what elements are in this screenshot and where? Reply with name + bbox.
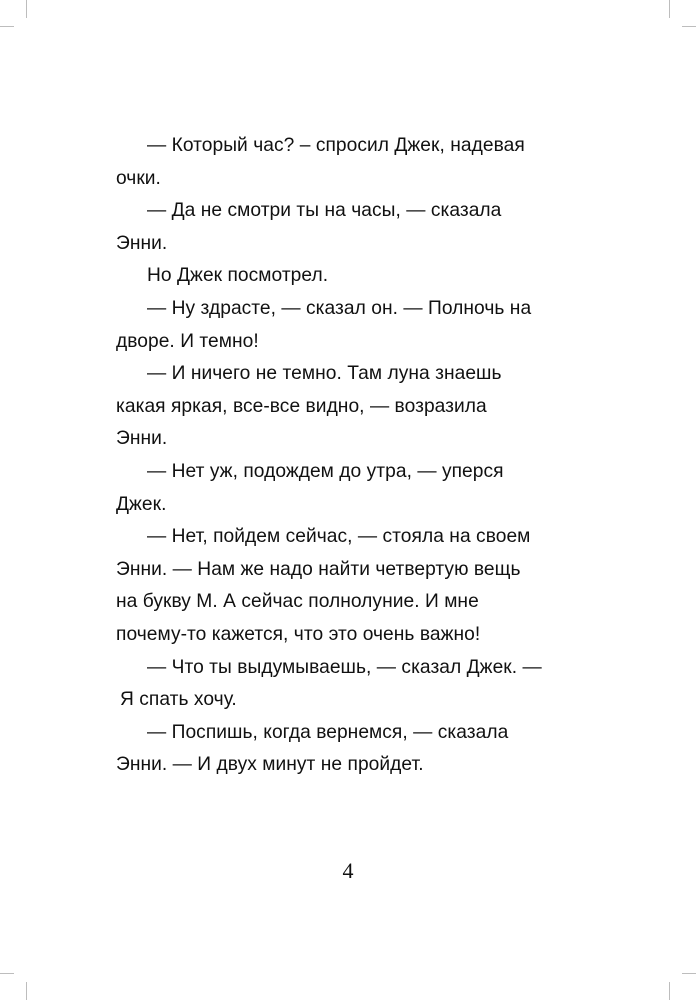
text-line: на букву М. А сейчас полнолуние. И мне [116,591,479,613]
crop-mark-right-bottom [682,973,696,974]
text-line: — Да не смотри ты на часы, — сказала [147,200,502,222]
crop-mark-bottom-left [26,982,27,1000]
text-line: — Нет уж, подождем до утра, — уперся [147,460,504,482]
text-line: Энни. [116,428,168,450]
text-line: какая яркая, все-все видно, — возразила [116,395,487,417]
text-line: Энни. — И двух минут не пройдет. [116,754,424,776]
crop-mark-top-right [669,0,670,18]
text-line: Энни. [116,232,168,254]
text-line: — Нет, пойдем сейчас, — стояла на своем [147,526,531,548]
text-line: дворе. И темно! [116,330,259,352]
text-line: очки. [116,167,161,189]
text-line: Но Джек посмотрел. [147,265,329,287]
crop-mark-top-left [26,0,27,18]
text-line: — Ну здрасте, — сказал он. — Полночь на [147,297,532,319]
crop-mark-left-bottom [0,973,14,974]
text-line: — Что ты выдумываешь, — сказал Джек. — [147,656,542,678]
text-line: — И ничего не темно. Там луна знаешь [147,363,502,385]
body-text [116,130,566,782]
text-line: Я спать хочу. [120,689,237,711]
text-line: Энни. — Нам же надо найти четвертую вещь [116,558,521,580]
crop-mark-bottom-right [669,982,670,1000]
crop-mark-left-top [0,26,14,27]
text-line: почему-то кажется, что это очень важно! [116,623,481,645]
text-line: — Поспишь, когда вернемся, — сказала [147,721,509,743]
text-line: — Который час? – спросил Джек, надевая [147,135,525,156]
text-line: Джек. [116,493,167,515]
page-number: 4 [342,858,354,883]
crop-mark-right-top [682,26,696,27]
